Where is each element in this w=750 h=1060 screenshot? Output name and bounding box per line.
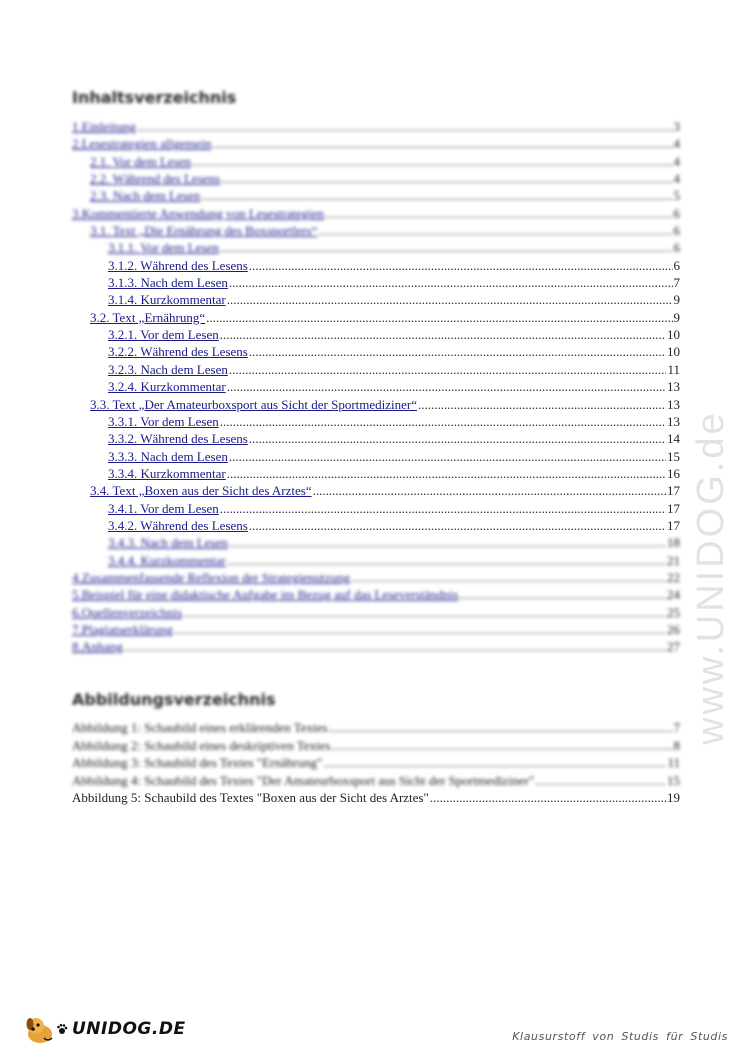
toc-dot-leader [227,552,666,569]
figure-entry[interactable] [72,719,680,737]
toc-entry-label[interactable]: 3.3. Text „Der Amateurboxsport aus Sicht der Sportmediziner“ [90,396,418,412]
toc-entry[interactable] [72,361,680,378]
toc-entry[interactable] [72,517,680,534]
toc-entry-label[interactable]: 3.2.4. Kurzkommentar [108,379,226,395]
toc-entry-label[interactable]: 3.1.1. Vor dem Lesen [108,240,219,256]
toc-entry-label[interactable]: 3.4.1. Vor dem Lesen [108,500,219,516]
toc-entry-label[interactable]: 2.3. Nach dem Lesen [90,188,201,204]
paw-icon [56,1023,68,1035]
toc-dot-leader [351,569,666,586]
toc-entry[interactable] [72,222,680,239]
toc-page-number: 10 [667,344,680,360]
toc-entry-label[interactable]: 2.1. Vor dem Lesen [90,153,191,169]
toc-page-number: 6 [673,257,680,273]
figure-dot-leader [323,754,666,771]
toc-entry[interactable] [72,586,680,603]
toc-page-number: 13 [667,396,680,412]
toc-page-number: 4 [673,136,680,152]
figure-dot-leader [535,772,666,789]
toc-entry-label[interactable]: 3.3.3. Nach dem Lesen [108,448,228,464]
toc-entry-label[interactable]: 3.2.3. Nach dem Lesen [108,361,228,377]
toc-dot-leader [229,448,666,465]
toc-entry-label[interactable]: 2.Lesestrategien allgemein [72,136,212,152]
toc-dot-leader [249,343,666,360]
toc-dot-leader [459,586,666,603]
toc-dot-leader [249,257,673,274]
toc-entry[interactable] [72,621,680,638]
toc-page-number: 27 [667,639,680,655]
toc-dot-leader [313,482,666,499]
toc-page-number: 24 [667,587,680,603]
toc-entry-label[interactable]: 3.4.4. Kurzkommentar [108,552,226,568]
toc-dot-leader [174,621,666,638]
toc-entry-label[interactable]: 3.Kommentierte Anwendung von Lesestrategien [72,205,324,221]
figure-entry[interactable] [72,772,680,790]
toc-page-number: 10 [667,327,680,343]
toc-entry-label[interactable]: 3.1.4. Kurzkommentar [108,292,226,308]
toc-dot-leader [183,604,666,621]
toc-dot-leader [229,274,673,291]
toc-entry[interactable] [72,274,680,291]
toc-entry-label[interactable]: 6.Quellenverzeichnis [72,604,183,620]
toc-heading: Inhaltsverzeichnis [72,88,237,107]
toc-entry-label[interactable]: 3.4.3. Nach dem Lesen [108,535,228,551]
toc-entry[interactable] [72,187,680,204]
toc-page-number: 17 [667,500,680,516]
toc-page-number: 22 [667,569,680,585]
toc-dot-leader [249,517,666,534]
figure-page-number: 15 [667,772,680,788]
toc-entry[interactable] [72,534,680,551]
toc-dot-leader [220,413,666,430]
list-of-figures [72,719,680,807]
figure-entry-label[interactable]: Abbildung 2: Schaubild eines deskriptiven Textes [72,737,331,753]
toc-entry[interactable] [72,239,680,256]
toc-entry[interactable] [72,378,680,395]
figure-page-number: 7 [673,720,680,735]
toc-page-number: 4 [673,171,680,187]
dog-mascot-icon [22,1012,56,1046]
toc-entry[interactable] [72,638,680,655]
toc-entry[interactable] [72,153,680,170]
toc-dot-leader [220,500,666,517]
toc-page-number: 17 [667,517,680,533]
toc-dot-leader [201,187,672,204]
figure-entry[interactable] [72,737,680,755]
toc-entry[interactable] [72,413,680,430]
toc-entry[interactable] [72,118,680,135]
footer-logo[interactable] [22,1012,186,1046]
toc-entry[interactable] [72,430,680,447]
toc-entry[interactable] [72,343,680,360]
toc-dot-leader [318,222,672,239]
toc-entry-label[interactable]: 4.Zusammenfassende Reflexion der Strategienutzung [72,569,350,585]
toc-dot-leader [206,309,672,326]
toc-entry[interactable] [72,569,680,586]
toc-entry-label[interactable]: 7.Plagiatserklärung [72,621,173,637]
toc-entry[interactable] [72,257,680,274]
toc-entry[interactable] [72,604,680,621]
toc-entry-label[interactable]: 3.2. Text „Ernährung“ [90,309,206,325]
watermark: www.UNIDOG.de [690,410,732,745]
figure-entry[interactable] [72,789,680,807]
table-of-contents [72,118,680,656]
toc-entry[interactable] [72,396,680,413]
toc-dot-leader [212,135,672,152]
toc-dot-leader [229,534,666,551]
toc-entry[interactable] [72,309,680,326]
toc-page-number: 26 [667,621,680,637]
toc-entry-label[interactable]: 3.2.2. Während des Lesens [108,344,248,360]
figure-dot-leader [329,719,673,736]
toc-entry[interactable] [72,500,680,517]
toc-dot-leader [227,465,666,482]
toc-page-number: 9 [673,292,680,308]
toc-dot-leader [227,291,673,308]
toc-entry[interactable] [72,205,680,222]
toc-page-number: 5 [673,188,680,204]
toc-dot-leader [220,326,666,343]
toc-dot-leader [220,239,673,256]
toc-dot-leader [227,378,666,395]
toc-page-number: 4 [673,153,680,169]
figure-entry-label[interactable]: Abbildung 5: Schaubild des Textes "Boxen aus der Sicht des Arztes" [72,790,429,805]
toc-entry-label[interactable]: 3.4. Text „Boxen aus der Sicht des Arztes“ [90,483,312,499]
toc-entry[interactable] [72,465,680,482]
figures-heading: Abbildungsverzeichnis [72,690,276,709]
toc-page-number: 6 [673,240,680,256]
toc-page-number: 18 [667,535,680,551]
toc-entry-label[interactable]: 3.3.1. Vor dem Lesen [108,413,219,429]
figure-dot-leader [430,789,666,806]
toc-page-number: 9 [673,309,680,325]
toc-dot-leader [137,118,673,135]
toc-dot-leader [192,153,673,170]
toc-page-number: 6 [673,223,680,239]
toc-entry[interactable] [72,326,680,343]
toc-entry[interactable] [72,448,680,465]
figure-page-number: 19 [667,790,680,805]
figure-entry-label[interactable]: Abbildung 1: Schaubild eines erklärenden Textes [72,720,328,735]
toc-entry-label[interactable]: 3.3.4. Kurzkommentar [108,465,226,481]
toc-page-number: 25 [667,604,680,620]
toc-dot-leader [418,396,666,413]
figure-entry[interactable] [72,754,680,772]
toc-entry[interactable] [72,135,680,152]
figure-entry-label[interactable]: Abbildung 3: Schaubild des Textes "Ernährung" [72,755,323,770]
toc-dot-leader [249,430,666,447]
toc-entry-label[interactable]: 3.1.3. Nach dem Lesen [108,275,228,291]
figure-page-number: 8 [673,737,680,753]
toc-dot-leader [124,638,666,655]
toc-dot-leader [325,205,673,222]
toc-page-number: 21 [667,552,680,568]
logo-text: UNIDOG.DE [72,1019,186,1039]
figure-page-number: 11 [667,755,680,770]
figure-dot-leader [331,737,672,754]
toc-page-number: 13 [667,379,680,395]
toc-page-number: 13 [667,413,680,429]
toc-page-number: 15 [667,448,680,464]
toc-page-number: 11 [667,361,680,377]
toc-entry-label[interactable]: 3.2.1. Vor dem Lesen [108,327,219,343]
toc-page-number: 7 [673,275,680,291]
toc-page-number: 3 [673,119,680,134]
toc-entry[interactable] [72,291,680,308]
toc-dot-leader [229,361,667,378]
toc-entry-label[interactable]: 2.2. Während des Lesens [90,171,221,187]
toc-entry-label[interactable]: 1.Einleitung [72,119,136,134]
toc-entry-label[interactable]: 3.4.2. Während des Lesens [108,517,248,533]
toc-page-number: 14 [667,431,680,447]
toc-entry-label[interactable]: 3.1.2. Während des Lesens [108,257,248,273]
toc-entry-label[interactable]: 3.3.2. Während des Lesens [108,431,248,447]
toc-entry-label[interactable]: 3.1. Text „Die Ernährung des Boxsportlers“ [90,223,318,239]
toc-dot-leader [221,170,672,187]
toc-entry[interactable] [72,552,680,569]
toc-entry[interactable] [72,170,680,187]
toc-entry-label[interactable]: 8.Anhang [72,639,123,655]
figure-entry-label[interactable]: Abbildung 4: Schaubild des Textes "Der Amateurboxsport aus Sicht der Sportmediziner" [72,772,535,788]
toc-page-number: 16 [667,465,680,481]
toc-page-number: 6 [673,205,680,221]
toc-entry-label[interactable]: 5.Beispiel für eine didaktische Aufgabe im Bezug auf das Leseverständnis [72,587,459,603]
footer-slogan: Klausurstoff von Studis für Studis [512,1030,728,1043]
toc-page-number: 17 [667,483,680,499]
toc-entry[interactable] [72,482,680,499]
